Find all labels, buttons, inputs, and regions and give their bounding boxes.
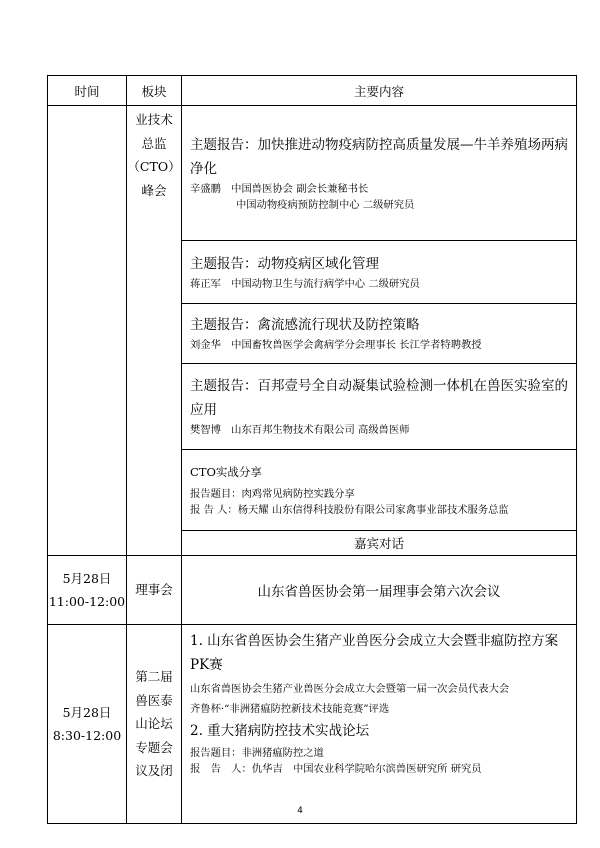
time-text: 11:00-12:00: [48, 594, 126, 609]
report-row-1: [48, 106, 577, 241]
cto-share-title: CTO实战分享: [190, 465, 262, 479]
report-cell: [182, 106, 577, 241]
council-content: 山东省兽医协会第一届理事会第六次会议: [182, 556, 577, 625]
report-title: 主题报告：动物疫病区域化管理: [190, 255, 379, 272]
time-cell-empty: [48, 106, 127, 556]
report-title: 主题报告：加快推进动物疫病防控高质量发展—牛羊养殖场两病净化: [190, 136, 568, 177]
speaker-line: 辛盛鹏 中国兽医协会 副会长兼秘书长: [190, 182, 369, 195]
section-line: 第二届: [135, 669, 173, 685]
header-time: 时间: [48, 76, 127, 106]
date-text: 5月28日: [62, 705, 112, 720]
speaker-line: 蒋正军 中国动物卫生与流行病学中心 二级研究员: [190, 277, 420, 290]
topic-line: 报告题目：非洲猪瘟防控之道: [190, 747, 324, 759]
section-line: 业技术: [135, 112, 173, 127]
section-cto-summit: [127, 106, 182, 556]
council-row: [48, 556, 577, 625]
header-content: 主要内容: [182, 76, 577, 106]
header-row: [48, 76, 577, 106]
section-forum: [127, 625, 182, 824]
time-text: 8:30-12:00: [52, 728, 122, 743]
reporter-line: 报 告 人：杨天耀 山东信得科技股份有限公司家禽事业部技术服务总监: [190, 504, 509, 516]
speaker-line: 中国动物疫病预防控制中心 二级研究员: [236, 198, 415, 211]
header-section: 板块: [127, 76, 182, 106]
report-cell: [182, 364, 577, 450]
forum-content-cell: [182, 625, 577, 824]
date-text: 5月28日: [62, 571, 112, 586]
forum-item-title: 2. 重大猪病防控技术实战论坛: [190, 723, 370, 739]
report-title: 主题报告：百邦壹号全自动凝集试验检测一体机在兽医实验室的应用: [190, 378, 568, 418]
reporter-line: 报 告 人：仇华吉 中国农业科学院哈尔滨兽医研究所 研究员: [190, 763, 482, 775]
report-cell: [182, 304, 577, 364]
section-line: 山论坛: [135, 716, 173, 732]
guest-dialogue: 嘉宾对话: [182, 531, 577, 556]
forum-row: [48, 625, 577, 824]
forum-item-line: 齐鲁杯·“非洲猪瘟防控新技术技能竞赛”评选: [190, 703, 390, 715]
page-number: 4: [297, 806, 303, 816]
schedule-table: [47, 75, 577, 824]
section-line: 兽医泰: [135, 692, 173, 708]
speaker-line: 樊智博 山东百邦生物技术有限公司 高级兽医师: [190, 424, 410, 436]
council-time-cell: [48, 556, 127, 625]
speaker-line: 刘金华 中国畜牧兽医学会禽病学分会理事长 长江学者特聘教授: [190, 339, 482, 351]
section-line: 总监: [141, 135, 167, 151]
report-cell: [182, 241, 577, 304]
cto-share-cell: [182, 450, 577, 531]
report-title: 主题报告：禽流感流行现状及防控策略: [190, 317, 420, 333]
section-line: 专题会: [135, 739, 173, 755]
forum-item-title: 1. 山东省兽医协会生猪产业兽医分会成立大会暨非瘟防控方案PK赛: [190, 633, 559, 673]
section-council: 理事会: [127, 556, 182, 625]
forum-item-line: 山东省兽医协会生猪产业兽医分会成立大会暨第一届一次会员代表大会: [190, 683, 510, 695]
topic-line: 报告题目：肉鸡常见病防控实践分享: [190, 488, 355, 500]
section-line: 议及闭: [135, 763, 173, 779]
section-line: 峰会: [141, 182, 167, 198]
forum-time-cell: [48, 625, 127, 824]
section-line: （CTO）: [127, 159, 181, 174]
